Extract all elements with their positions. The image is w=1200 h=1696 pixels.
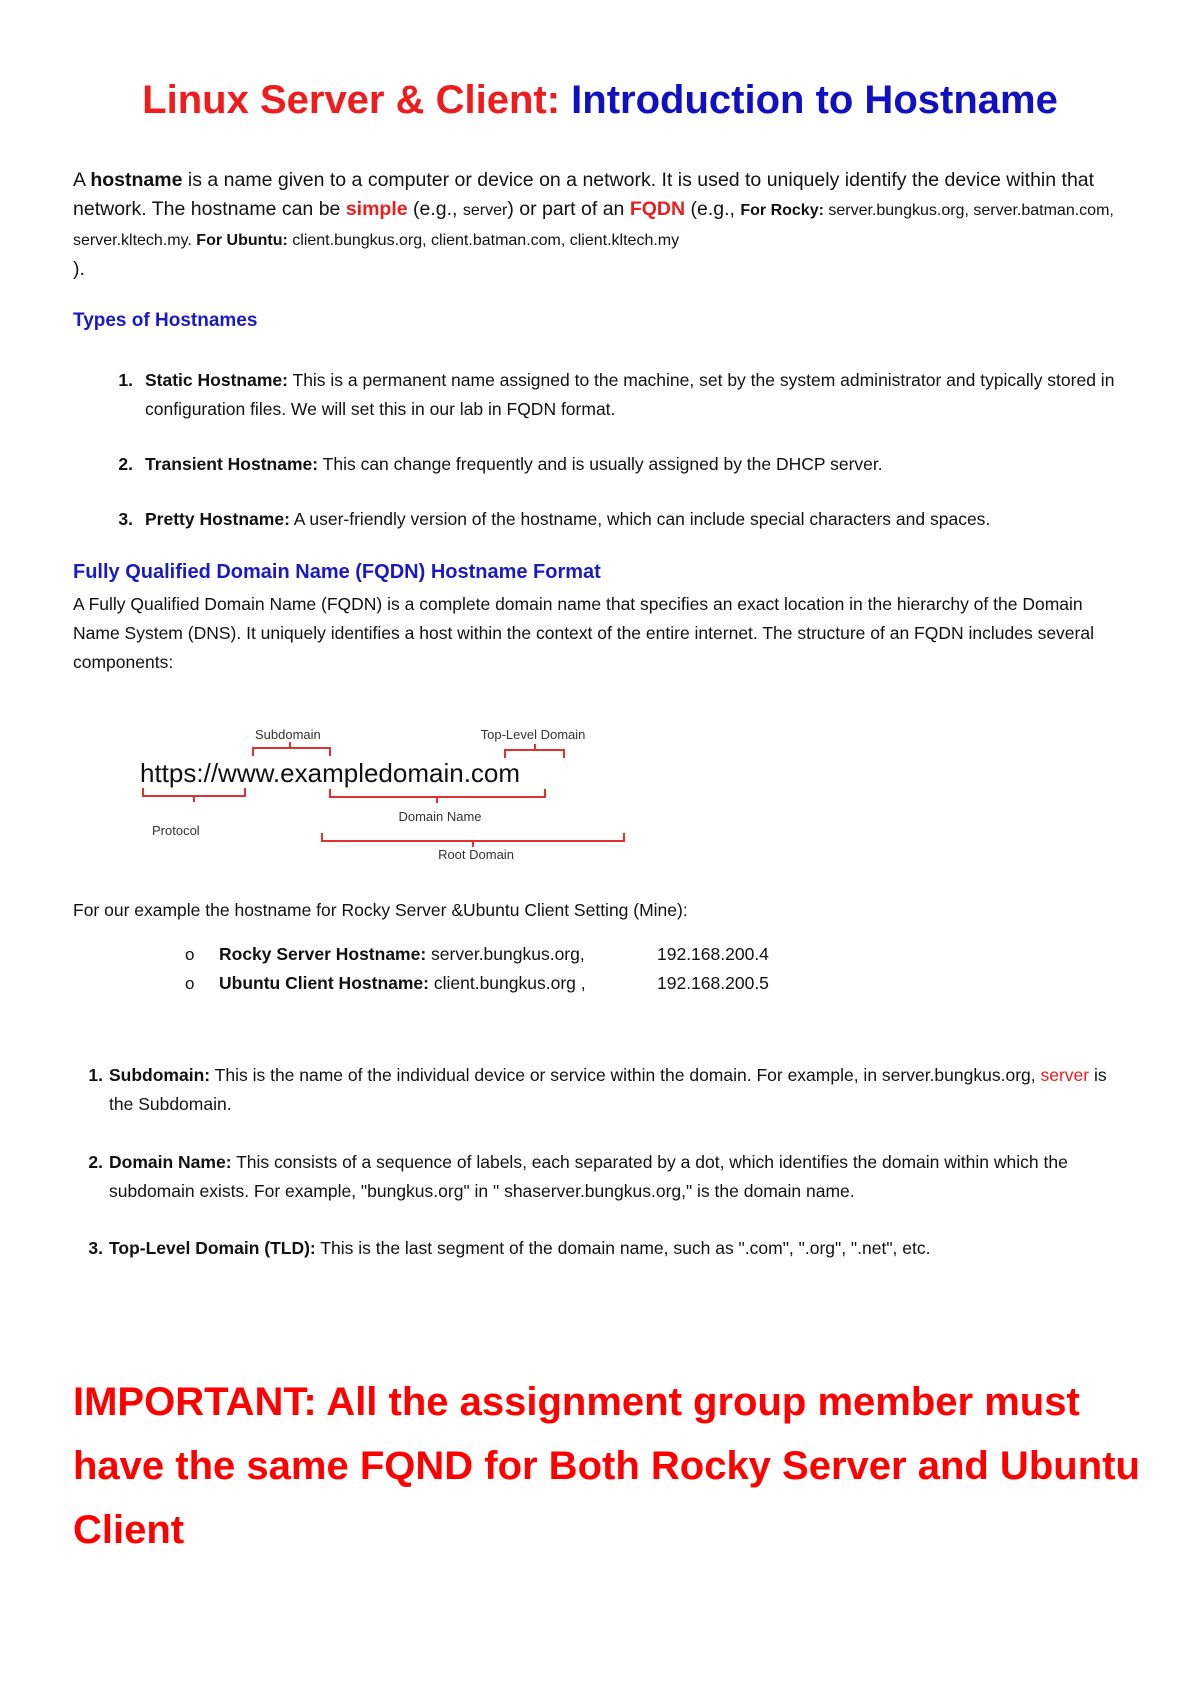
bullet-value: server.bungkus.org,: [426, 944, 585, 964]
list-number: 1.: [88, 1065, 103, 1085]
protocol-bracket: [143, 788, 245, 796]
list-number: 3.: [118, 509, 133, 529]
intro-simple-term: simple: [345, 198, 408, 220]
domain-name-bracket: [330, 789, 545, 797]
intro-rocky-label: For Rocky:: [740, 202, 824, 219]
list-label: Pretty Hostname:: [145, 509, 290, 529]
list-text: A user-friendly version of the hostname, which can include special characters and spaces.: [289, 509, 991, 529]
intro-rocky-list: server.bungkus.org, server.batman.com, server.kltech.my.: [73, 202, 1114, 249]
subdomain-label: Subdomain: [255, 727, 321, 742]
fqdn-diagram: [140, 715, 670, 865]
bullet-label: Ubuntu Client Hostname:: [219, 973, 429, 993]
intro-ubuntu-label: For Ubuntu:: [196, 232, 288, 249]
title-part-1: Linux Server & Client:: [142, 78, 561, 122]
intro-hostname-term: hostname: [90, 169, 183, 191]
bullet-value: client.bungkus.org ,: [429, 973, 586, 993]
list-label: Domain Name:: [109, 1152, 232, 1172]
subdomain-bracket: [253, 748, 330, 756]
intro-paragraph: [73, 166, 1153, 284]
intro-text: is a name given to a computer or device on a network. It is used to uniquely identify the device within that network. The hostname can be: [73, 169, 1095, 220]
list-text: This can change frequently and is usually assigned by the DHCP server.: [318, 454, 883, 474]
fqdn-heading: Fully Qualified Domain Name (FQDN) Hostname Format: [73, 561, 601, 583]
bullet-ip: 192.168.200.5: [657, 973, 769, 993]
root-domain-bracket: [322, 833, 624, 841]
types-heading: Types of Hostnames: [73, 310, 258, 331]
example-url: https://www.exampledomain.com: [140, 758, 521, 788]
domain-name-label: Domain Name: [398, 809, 482, 824]
bullet-marker: o: [185, 974, 195, 993]
root-domain-label: Root Domain: [438, 847, 514, 862]
intro-fqdn-term: FQDN: [629, 198, 686, 220]
list-item: [73, 450, 1133, 479]
intro-text: (e.g.,: [685, 198, 741, 220]
bullet-marker: o: [185, 945, 195, 964]
highlight-term: server: [1040, 1065, 1090, 1085]
example-intro: For our example the hostname for Rocky Server &Ubuntu Client Setting (Mine):: [73, 900, 688, 920]
list-label: Static Hostname:: [145, 370, 288, 390]
intro-text: (e.g.,: [407, 198, 463, 220]
fqdn-paragraph: A Fully Qualified Domain Name (FQDN) is a complete domain name that specifies an exact location in the hierarchy of the Domain Name System (DNS). It uniquely identifies a host within the context of the entire internet. The structure of an FQDN includes several components:: [73, 594, 1094, 672]
list-item: [73, 366, 1133, 424]
list-number: 1.: [118, 370, 133, 390]
tld-bracket: [505, 750, 564, 758]
tld-label: Top-Level Domain: [480, 727, 586, 742]
list-text: This is a permanent name assigned to the machine, set by the system administrator and typically stored in configuration files. We will set this in our lab in FQDN format.: [145, 370, 1115, 419]
list-label: Transient Hostname:: [145, 454, 319, 474]
list-label: Top-Level Domain (TLD):: [109, 1238, 316, 1258]
page-title: [0, 78, 1200, 123]
list-number: 2.: [88, 1152, 103, 1172]
intro-text: A: [73, 169, 91, 191]
bullet-ip: 192.168.200.4: [657, 944, 769, 964]
list-text: This is the last segment of the domain name, such as ".com", ".org", ".net", etc.: [315, 1238, 931, 1258]
list-label: Subdomain:: [109, 1065, 211, 1085]
list-text: is the Subdomain.: [109, 1065, 1107, 1114]
list-number: 2.: [118, 454, 133, 474]
component-item: [73, 1234, 1133, 1263]
bullet-label: Rocky Server Hostname:: [219, 944, 427, 964]
intro-server-example: server: [462, 202, 508, 219]
component-item: [73, 1148, 1133, 1206]
component-item: [73, 1061, 1133, 1119]
list-text: This is the name of the individual device or service within the domain. For example, in server.bungkus.org,: [210, 1065, 1041, 1085]
list-number: 3.: [88, 1238, 103, 1258]
intro-text: ).: [73, 258, 85, 280]
list-item: [73, 505, 1133, 534]
protocol-label: Protocol: [152, 823, 200, 838]
intro-text: ) or part of an: [507, 198, 630, 220]
important-notice: IMPORTANT: All the assignment group member must have the same FQND for Both Rocky Server and Ubuntu Client: [73, 1380, 1140, 1552]
title-part-2: Introduction to Hostname: [571, 78, 1058, 122]
list-text: This consists of a sequence of labels, each separated by a dot, which identifies the domain within which the subdomain exists. For example, "bungkus.org" in " shaserver.bungkus.org," is the domain name.: [109, 1152, 1068, 1201]
intro-ubuntu-list: client.bungkus.org, client.batman.com, client.kltech.my: [287, 232, 680, 249]
